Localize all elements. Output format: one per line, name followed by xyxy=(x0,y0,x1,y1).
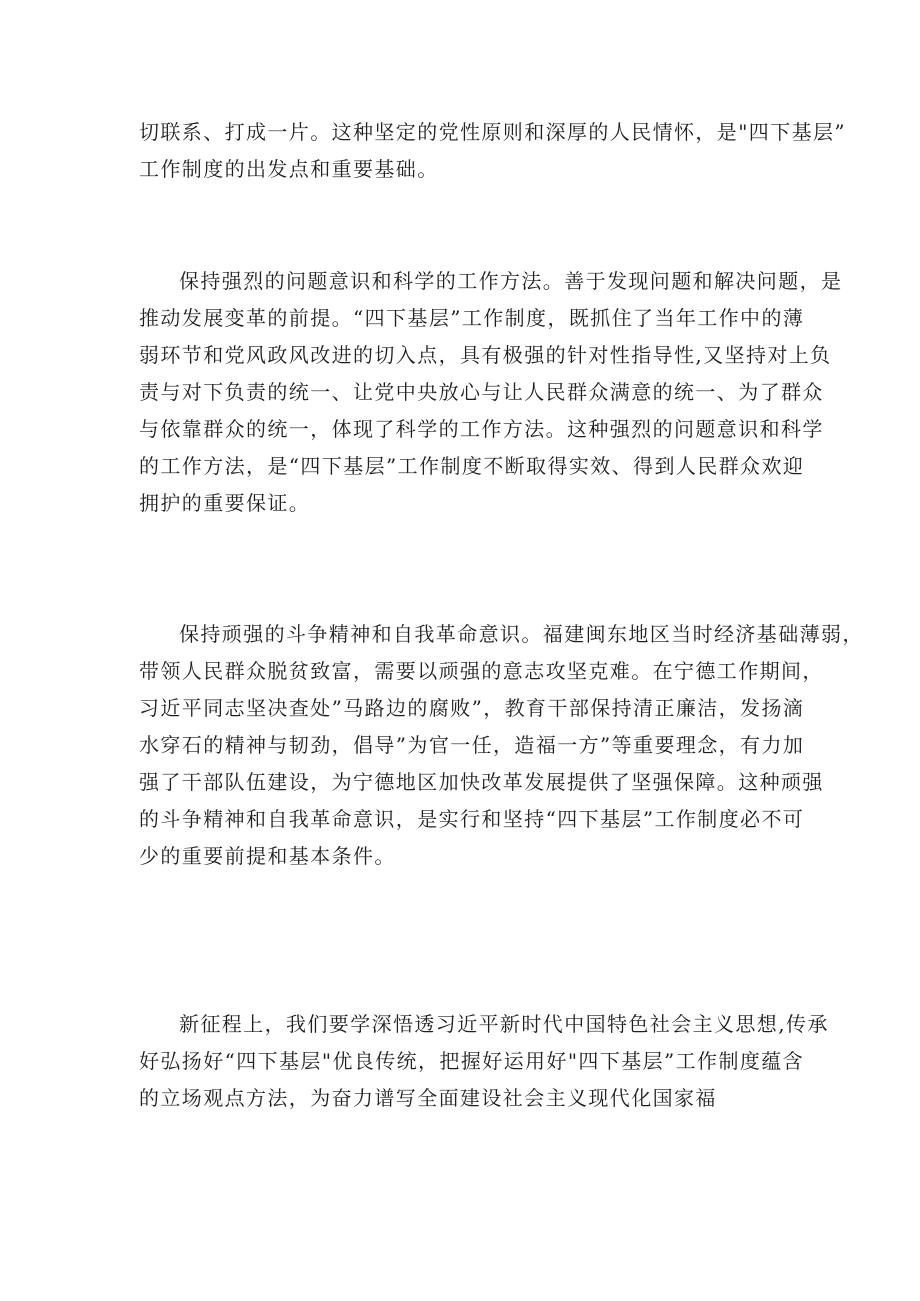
text-line: 带领人民群众脱贫致富，需要以顽强的意志攻坚克难。在宁德工作期间， xyxy=(139,659,824,683)
text-line: 新征程上，我们要学深悟透习近平新时代中国特色社会主义思想,传承 xyxy=(179,1012,829,1036)
text-line: 习近平同志坚决查处”马路边的腐败”，教育干部保持清正廉洁，发扬滴 xyxy=(139,696,805,720)
text-line: 工作制度的出发点和重要基础。 xyxy=(139,157,439,181)
text-line: 少的重要前提和基本条件。 xyxy=(139,844,396,868)
text-line: 水穿石的精神与韧劲，倡导”为官一任，造福一方”等重要理念，有力加 xyxy=(139,733,805,757)
paragraph-problem-awareness xyxy=(139,263,843,522)
text-line: 保持强烈的问题意识和科学的工作方法。善于发现问题和解决问题，是 xyxy=(179,269,843,293)
text-line: 的斗争精神和自我革命意识，是实行和坚持“四下基层”工作制度必不可 xyxy=(139,807,805,831)
text-line: 保持顽强的斗争精神和自我革命意识。福建闽东地区当时经济基础薄弱， xyxy=(179,622,864,646)
text-line: 责与对下负责的统一、让党中央放心与让人民群众满意的统一、为了群众 xyxy=(139,380,824,404)
text-line: 切联系、打成一片。这种坚定的党性原则和深厚的人民情怀，是"四下基层” xyxy=(139,120,847,144)
text-line: 的工作方法，是“四下基层”工作制度不断取得实效、得到人民群众欢迎 xyxy=(139,454,805,478)
text-line: 推动发展变革的前提。“四下基层”工作制度，既抓住了当年工作中的薄 xyxy=(139,306,805,330)
text-line: 强了干部队伍建设，为宁德地区加快改革发展提供了坚强保障。这种顽强 xyxy=(139,770,824,794)
paragraph-new-journey xyxy=(139,1006,829,1117)
text-line: 拥护的重要保证。 xyxy=(139,491,311,515)
paragraph-continuation xyxy=(139,114,847,188)
text-line: 的立场观点方法，为奋力谱写全面建设社会主义现代化国家福 xyxy=(139,1086,717,1110)
text-line: 好弘扬好“四下基层"优良传统，把握好运用好"四下基层”工作制度蕴含 xyxy=(139,1049,805,1073)
text-line: 弱环节和党风政风改进的切入点，具有极强的针对性指导性,又坚持对上负 xyxy=(139,343,832,367)
paragraph-struggle-spirit xyxy=(139,616,864,875)
text-line: 与依靠群众的统一，体现了科学的工作方法。这种强烈的问题意识和科学 xyxy=(139,417,824,441)
